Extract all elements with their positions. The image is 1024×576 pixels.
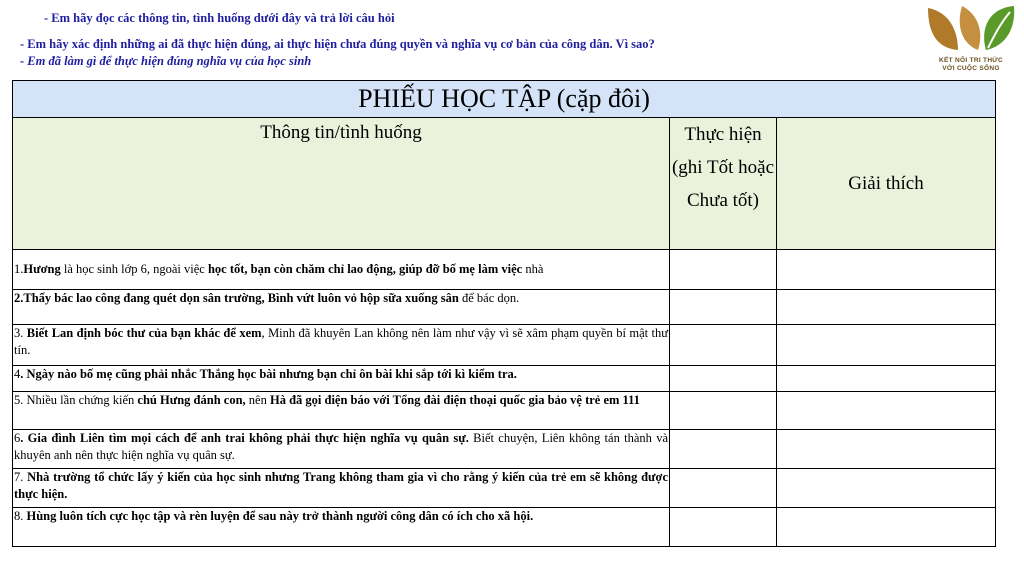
done-answer-cell[interactable]: [670, 325, 777, 366]
situation-text: [13, 250, 670, 290]
explain-answer-cell[interactable]: [777, 250, 996, 290]
done-answer-cell[interactable]: [670, 366, 777, 392]
situation-text-part: 8.: [14, 509, 27, 523]
situation-text-part: Hà đã gọi điện báo với Tổng đài điện thoại quốc gia bảo vệ trẻ em 111: [269, 393, 640, 407]
table-row: [13, 290, 996, 325]
table-row: [13, 250, 996, 290]
explain-answer-cell[interactable]: [777, 366, 996, 392]
situation-text-part: Hương: [23, 262, 61, 276]
explain-answer-cell[interactable]: [777, 430, 996, 469]
situation-text: [13, 392, 670, 430]
situation-text-part: 1.: [14, 262, 24, 276]
situation-text-part: nên: [245, 393, 270, 407]
explain-answer-cell[interactable]: [777, 392, 996, 430]
done-answer-cell[interactable]: [670, 430, 777, 469]
table-row: [13, 508, 996, 547]
table-row: [13, 430, 996, 469]
publisher-logo: [918, 0, 1024, 79]
situation-text-part: học tốt, bạn còn chăm chỉ lao động, giúp đỡ bố mẹ làm việc: [207, 262, 523, 276]
situation-text-part: . Ngày nào bố mẹ cũng phải nhắc Thắng học bài nhưng bạn chỉ ôn bài khi sắp tới kì kiểm tra.: [20, 367, 517, 381]
done-answer-cell[interactable]: [670, 290, 777, 325]
instruction-identify: - Em hãy xác định những ai đã thực hiện đúng, ai thực hiện chưa đúng quyền và nghĩa vụ cơ bản của công dân. Vì sao?: [20, 37, 655, 51]
logo-text-line2: VỚI CUỘC SỐNG: [942, 65, 1000, 72]
done-answer-cell[interactable]: [670, 508, 777, 547]
explain-answer-cell[interactable]: [777, 469, 996, 508]
table-row: [13, 392, 996, 430]
situation-text-part: nhà: [522, 262, 544, 276]
situation-text: [13, 430, 670, 469]
situation-text-part: . Gia đình Liên tìm mọi cách để anh trai không phải thực hiện nghĩa vụ quân sự.: [20, 431, 469, 445]
leaf-icon: [922, 2, 1020, 56]
table-row: [13, 325, 996, 366]
logo-text-line1: KẾT NỐI TRI THỨC: [939, 57, 1003, 64]
worksheet-rows: [13, 250, 996, 547]
situation-text: [13, 325, 670, 366]
situation-text: [13, 290, 670, 325]
done-answer-cell[interactable]: [670, 250, 777, 290]
situation-text-part: Nhà trường tổ chức lấy ý kiến của học sinh nhưng Trang không tham gia vì cho rằng ý kiến của trẻ em sẽ không được thực hiện.: [14, 470, 668, 501]
situation-text: [13, 366, 670, 392]
explain-answer-cell[interactable]: [777, 325, 996, 366]
situation-text-part: 6: [14, 431, 21, 445]
situation-text-part: 4: [14, 367, 21, 381]
situation-text-part: , Minh đã khuyên Lan không nên làm như vậy vì sẽ xâm phạm quyền bí mật thư tín.: [14, 326, 668, 357]
done-answer-cell[interactable]: [670, 392, 777, 430]
situation-text-part: 3.: [14, 326, 27, 340]
worksheet-title: PHIẾU HỌC TẬP (cặp đôi): [13, 81, 996, 118]
situation-text-part: chú Hưng đánh con,: [137, 393, 246, 407]
situation-text-part: Biết Lan định bóc thư của bạn khác để xem: [26, 326, 262, 340]
worksheet-table: [12, 80, 996, 547]
explain-answer-cell[interactable]: [777, 508, 996, 547]
situation-text-part: là học sinh lớp 6, ngoài việc: [60, 262, 208, 276]
situation-text-part: để bác dọn.: [458, 291, 520, 305]
situation-text-part: Hùng luôn tích cực học tập và rèn luyện để sau này trở thành người công dân có ích cho xã hội.: [26, 509, 534, 523]
situation-text-part: 7.: [14, 470, 28, 484]
explain-answer-cell[interactable]: [777, 290, 996, 325]
situation-text: [13, 469, 670, 508]
situation-text-part: 2.Thấy bác lao công đang quét dọn sân trường, Bình vứt luôn vỏ hộp sữa xuống sân: [14, 291, 459, 305]
situation-text-part: Biết chuyện, Liên không tán thành và khuyên anh nên thực hiện nghĩa vụ quân sự.: [14, 431, 668, 462]
header-done: Thực hiện (ghi Tốt hoặc Chưa tốt): [670, 118, 777, 250]
instruction-reflect: - Em đã làm gì để thực hiện đúng nghĩa vụ của học sinh: [20, 54, 312, 68]
header-info: Thông tin/tình huống: [13, 118, 670, 250]
situation-text: [13, 508, 670, 547]
done-answer-cell[interactable]: [670, 469, 777, 508]
instruction-read: - Em hãy đọc các thông tin, tình huống dưới đây và trả lời câu hỏi: [44, 11, 395, 25]
situation-text-part: 5. Nhiều lần chứng kiến: [14, 393, 138, 407]
table-row: [13, 469, 996, 508]
header-explain: Giải thích: [777, 118, 996, 250]
table-row: [13, 366, 996, 392]
